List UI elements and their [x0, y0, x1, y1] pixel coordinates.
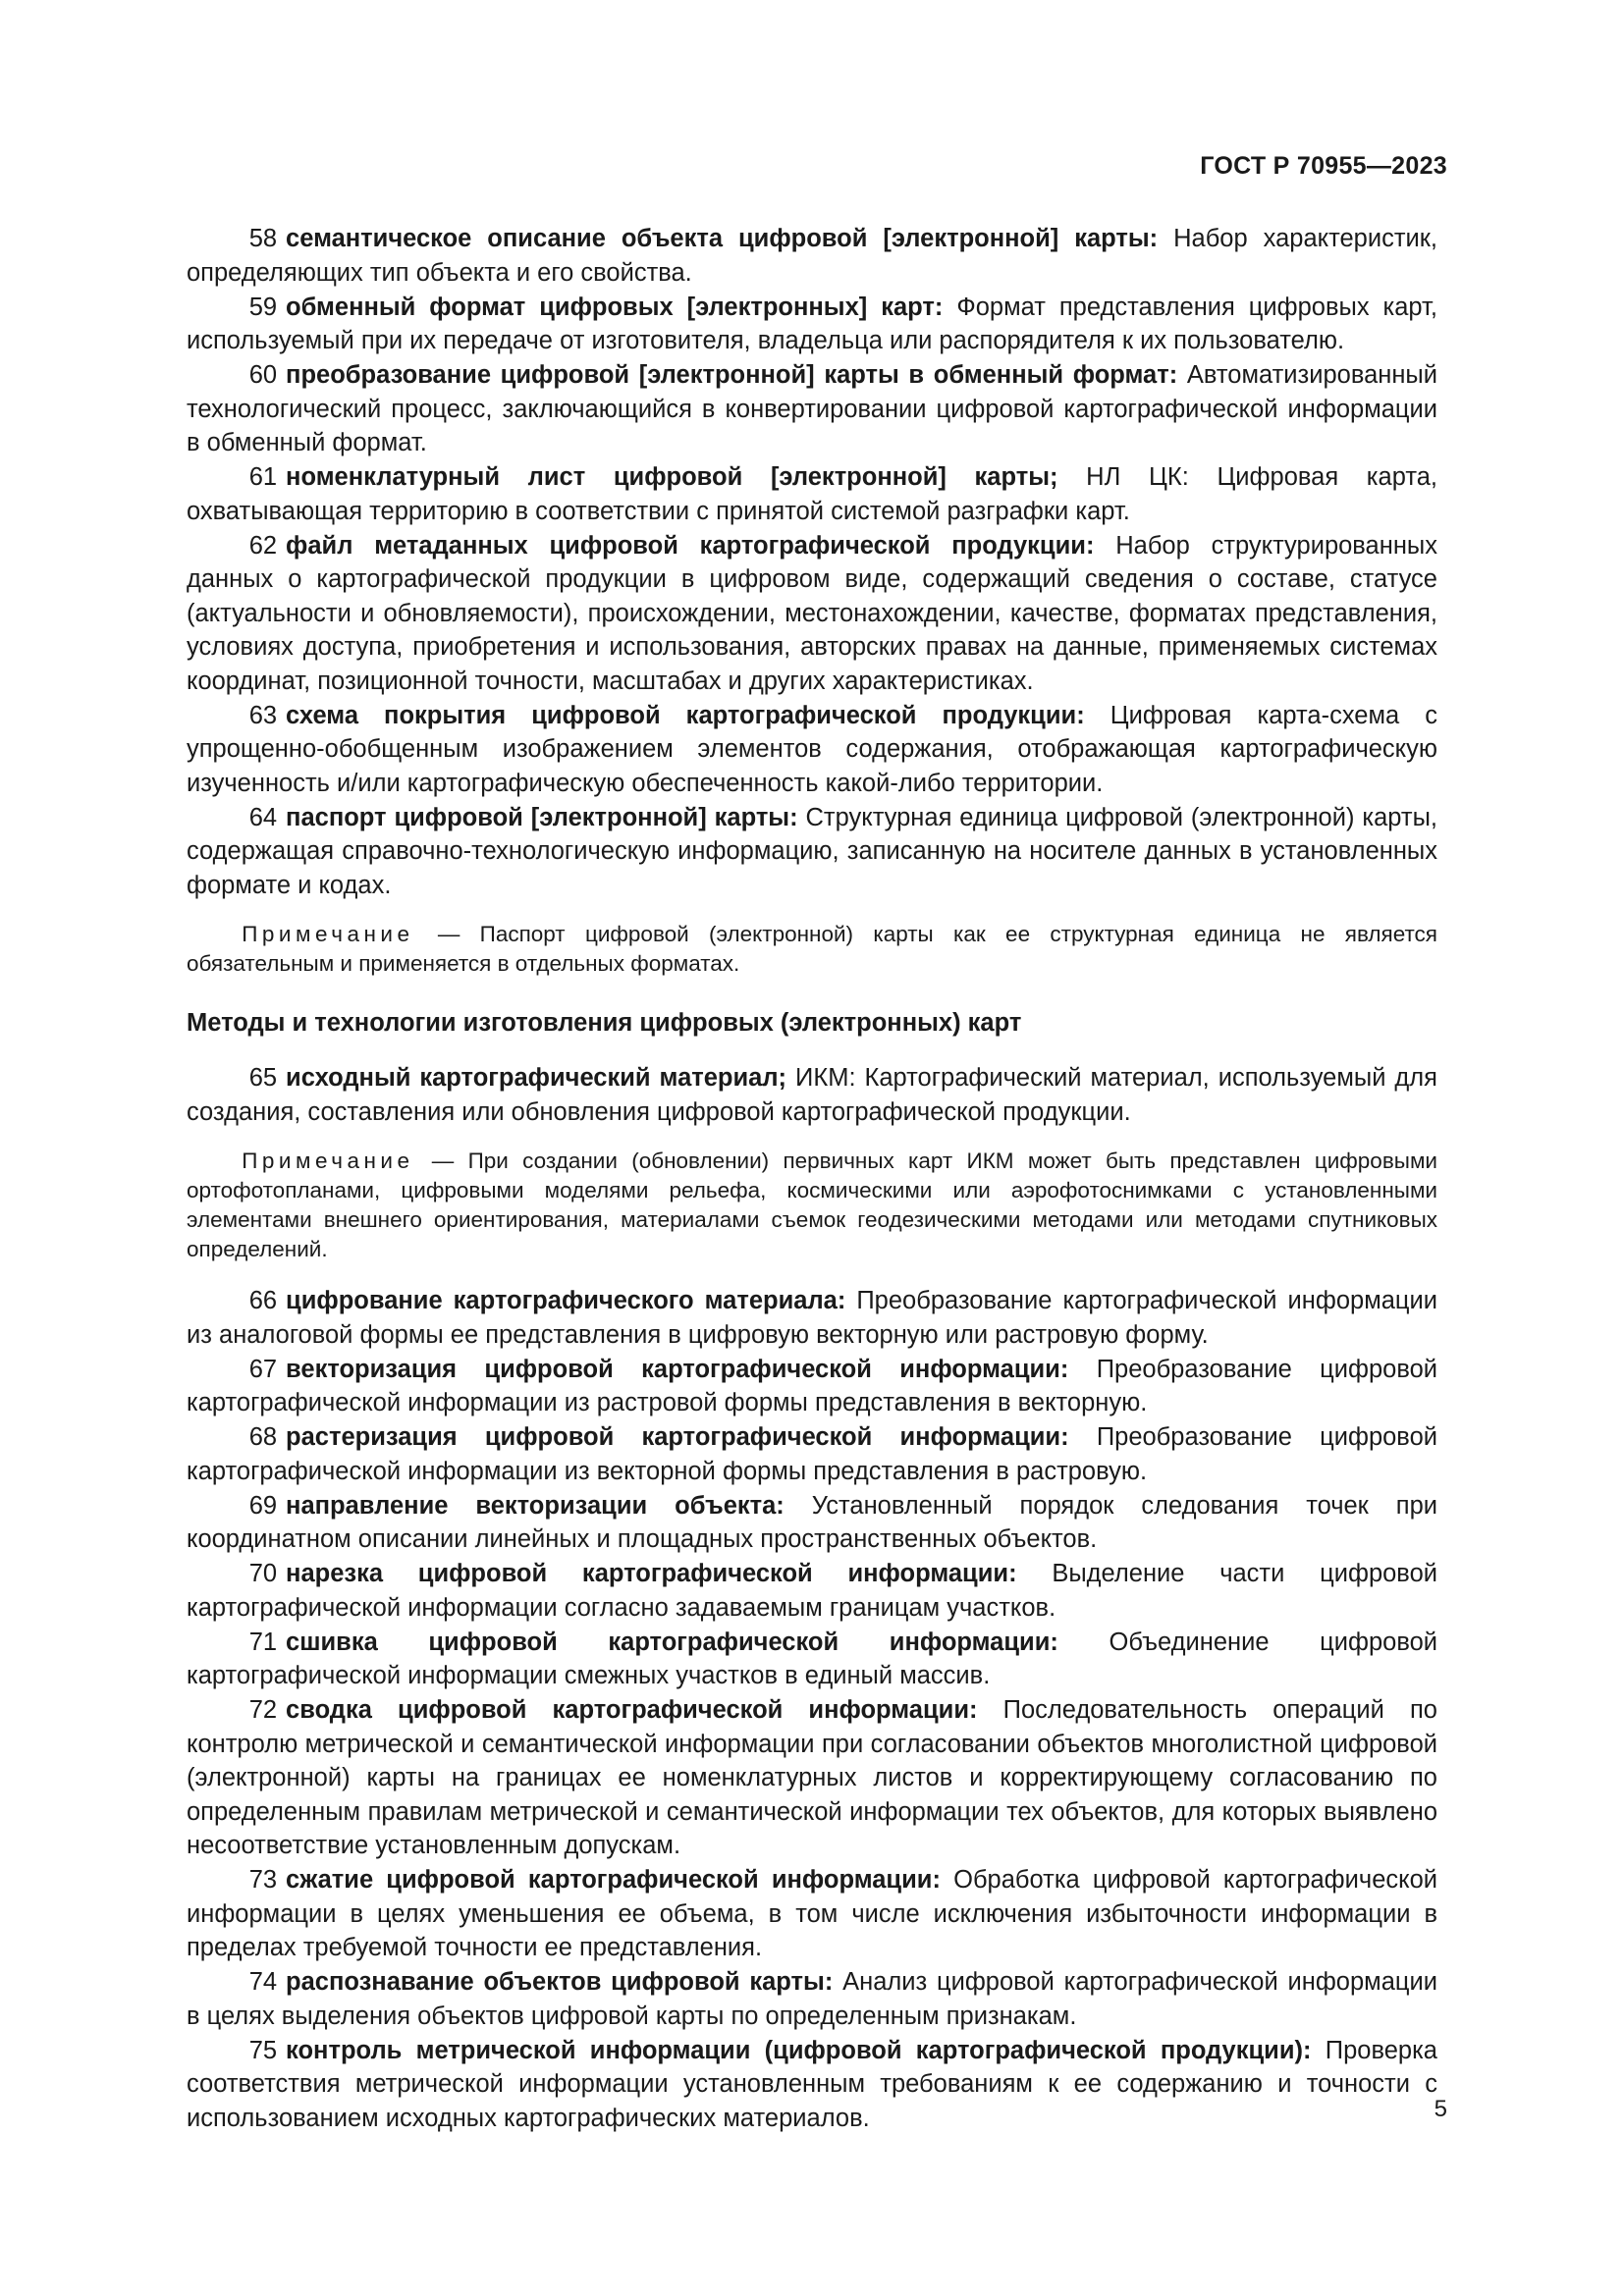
term-number: 68 — [248, 1423, 278, 1451]
term-number: 61 — [248, 463, 278, 491]
term-number: 73 — [248, 1866, 278, 1894]
term-definition: Формат представления цифровых карт, используемый при их передаче от изготовителя, владельца или распорядителя к их пользователю. — [187, 293, 1437, 354]
term-number: 59 — [248, 293, 278, 321]
term-number: 64 — [248, 803, 278, 831]
term-number: 72 — [248, 1696, 278, 1724]
term-number: 66 — [248, 1287, 278, 1314]
term-number: 62 — [248, 531, 278, 560]
term-name: преобразование цифровой [электронной] карты в обменный формат: — [286, 361, 1178, 389]
term-name: файл метаданных цифровой картографической продукции: — [286, 531, 1095, 560]
term-number: 65 — [248, 1064, 278, 1092]
term-entry — [187, 1061, 1437, 1129]
term-name: сшивка цифровой картографической информации: — [286, 1628, 1058, 1656]
term-number: 58 — [248, 225, 278, 252]
term-name: цифрование картографического материала: — [286, 1287, 846, 1314]
term-name: векторизация цифровой картографической информации: — [286, 1355, 1069, 1383]
term-entry — [187, 1353, 1437, 1420]
document-header: ГОСТ Р 70955—2023 — [1200, 152, 1447, 180]
term-entry — [187, 358, 1437, 460]
term-name: номенклатурный лист цифровой [электронной] карты; — [286, 463, 1058, 491]
note — [187, 920, 1437, 979]
term-entry — [187, 1489, 1437, 1557]
term-entry — [187, 291, 1437, 358]
term-definition: Преобразование картографической информации из аналоговой формы ее представления в цифровую векторную или растровую форму. — [187, 1287, 1437, 1349]
term-entry — [187, 699, 1437, 801]
term-name: нарезка цифровой картографической информации: — [286, 1560, 1017, 1587]
term-name: растеризация цифровой картографической информации: — [286, 1423, 1069, 1451]
term-entry — [187, 1420, 1437, 1488]
term-name: контроль метрической информации (цифровой картографической продукции): — [286, 2036, 1312, 2064]
term-name: распознавание объектов цифровой карты: — [286, 1968, 834, 1996]
term-definition: ИКМ: Картографический материал, используемый для создания, составления или обновления цифровой картографической продукции. — [187, 1064, 1437, 1126]
term-definition: Обработка цифровой картографической информации в целях уменьшения ее объема, в том числе исключения избыточности информации в пределах требуемой точности ее представления. — [187, 1866, 1437, 1961]
page-number: 5 — [1434, 2096, 1447, 2122]
term-name: сжатие цифровой картографической информации: — [286, 1866, 941, 1894]
note-label: Примечание — [242, 1148, 414, 1173]
term-definition: Преобразование цифровой картографической информации из растровой формы представления в векторную. — [187, 1355, 1438, 1416]
term-definition: Набор структурированных данных о картографической продукции в цифровом виде, содержащий сведения о составе, статусе (актуальности и обновляемости), происхождении, местонахождении, качестве, форматах представления, условиях доступа, приобретения и использования, авторских правах на данные, применяемых системах координат, позиционной точности, масштабах и других характеристиках. — [187, 531, 1437, 695]
term-definition: Преобразование цифровой картографической информации из векторной формы представления в растровую. — [187, 1423, 1437, 1485]
term-number: 74 — [248, 1968, 278, 1996]
term-entry — [187, 1965, 1437, 2033]
note — [187, 1147, 1437, 1264]
term-name: паспорт цифровой [электронной] карты: — [286, 803, 798, 831]
term-name: исходный картографический материал; — [286, 1064, 787, 1092]
term-entry — [187, 1626, 1437, 1693]
term-entry — [187, 1284, 1437, 1352]
term-name: направление векторизации объекта: — [286, 1491, 785, 1520]
term-entry — [187, 460, 1437, 528]
note-text: — При создании (обновлении) первичных карт ИКМ может быть представлен цифровыми ортофотопланами, цифровыми моделями рельефа, космическими или аэрофотоснимками с установленными элементами внешнего ориентирования, материалами съемок геодезическими методами или методами спутниковых определений. — [187, 1148, 1437, 1261]
term-entry — [187, 2034, 1437, 2136]
term-number: 71 — [248, 1628, 278, 1656]
term-definition: Последовательность операций по контролю метрической и семантической информации при согласовании объектов многолистной цифровой (электронной) карты на границах ее номенклатурных листов и корректирующему согласованию по определенным правилам метрической и семантической информации тех объектов, для которых выявлено несоответствие установленным допускам. — [187, 1696, 1437, 1859]
term-entry — [187, 1863, 1437, 1965]
term-number: 75 — [248, 2036, 278, 2064]
section-title: Методы и технологии изготовления цифровых (электронных) карт — [187, 1009, 1022, 1037]
term-name: семантическое описание объекта цифровой [электронной] карты: — [286, 225, 1159, 252]
term-entry — [187, 1693, 1437, 1863]
term-number: 70 — [248, 1560, 278, 1587]
document-body — [187, 222, 1437, 2136]
term-definition: Установленный порядок следования точек при координатном описании линейных и площадных пространственных объектов. — [187, 1491, 1437, 1553]
term-definition: Объединение цифровой картографической информации смежных участков в единый массив. — [187, 1628, 1438, 1689]
term-definition: Цифровая карта-схема с упрощенно-обобщенным изображением элементов содержания, отображающая картографическую изученность и/или картографическую обеспеченность какой-либо территории. — [187, 701, 1437, 797]
term-name: сводка цифровой картографической информации: — [286, 1696, 978, 1724]
term-definition: Анализ цифровой картографической информации в целях выделения объектов цифровой карты по определенным признакам. — [187, 1968, 1437, 2030]
term-definition: Структурная единица цифровой (электронной) карты, содержащая справочно-технологическую информацию, записанную на носителе данных в установленных формате и кодах. — [187, 803, 1437, 899]
term-name: схема покрытия цифровой картографической продукции: — [286, 701, 1085, 729]
term-entry — [187, 1557, 1437, 1625]
term-number: 67 — [248, 1355, 278, 1383]
term-name: обменный формат цифровых [электронных] карт: — [286, 293, 944, 321]
term-number: 60 — [248, 361, 278, 389]
term-entry — [187, 222, 1437, 290]
note-text: — Паспорт цифровой (электронной) карты как ее структурная единица не является обязательным и применяется в отдельных форматах. — [187, 922, 1437, 976]
term-definition: НЛ ЦК: Цифровая карта, охватывающая территорию в соответствии с принятой системой разграфки карт. — [187, 463, 1437, 525]
term-entry — [187, 529, 1437, 699]
term-definition: Набор характеристик, определяющих тип объекта и его свойства. — [187, 225, 1437, 287]
note-label: Примечание — [242, 922, 414, 946]
term-definition: Выделение части цифровой картографической информации согласно задаваемым границам участков. — [187, 1560, 1437, 1622]
term-definition: Проверка соответствия метрической информации установленным требованиям к ее содержанию и точности с использованием исходных картографических материалов. — [187, 2036, 1437, 2132]
term-number: 69 — [248, 1491, 278, 1520]
term-entry — [187, 801, 1437, 903]
term-definition: Автоматизированный технологический процесс, заключающийся в конвертировании цифровой картографической информации в обменный формат. — [187, 361, 1437, 456]
term-number: 63 — [248, 701, 278, 729]
